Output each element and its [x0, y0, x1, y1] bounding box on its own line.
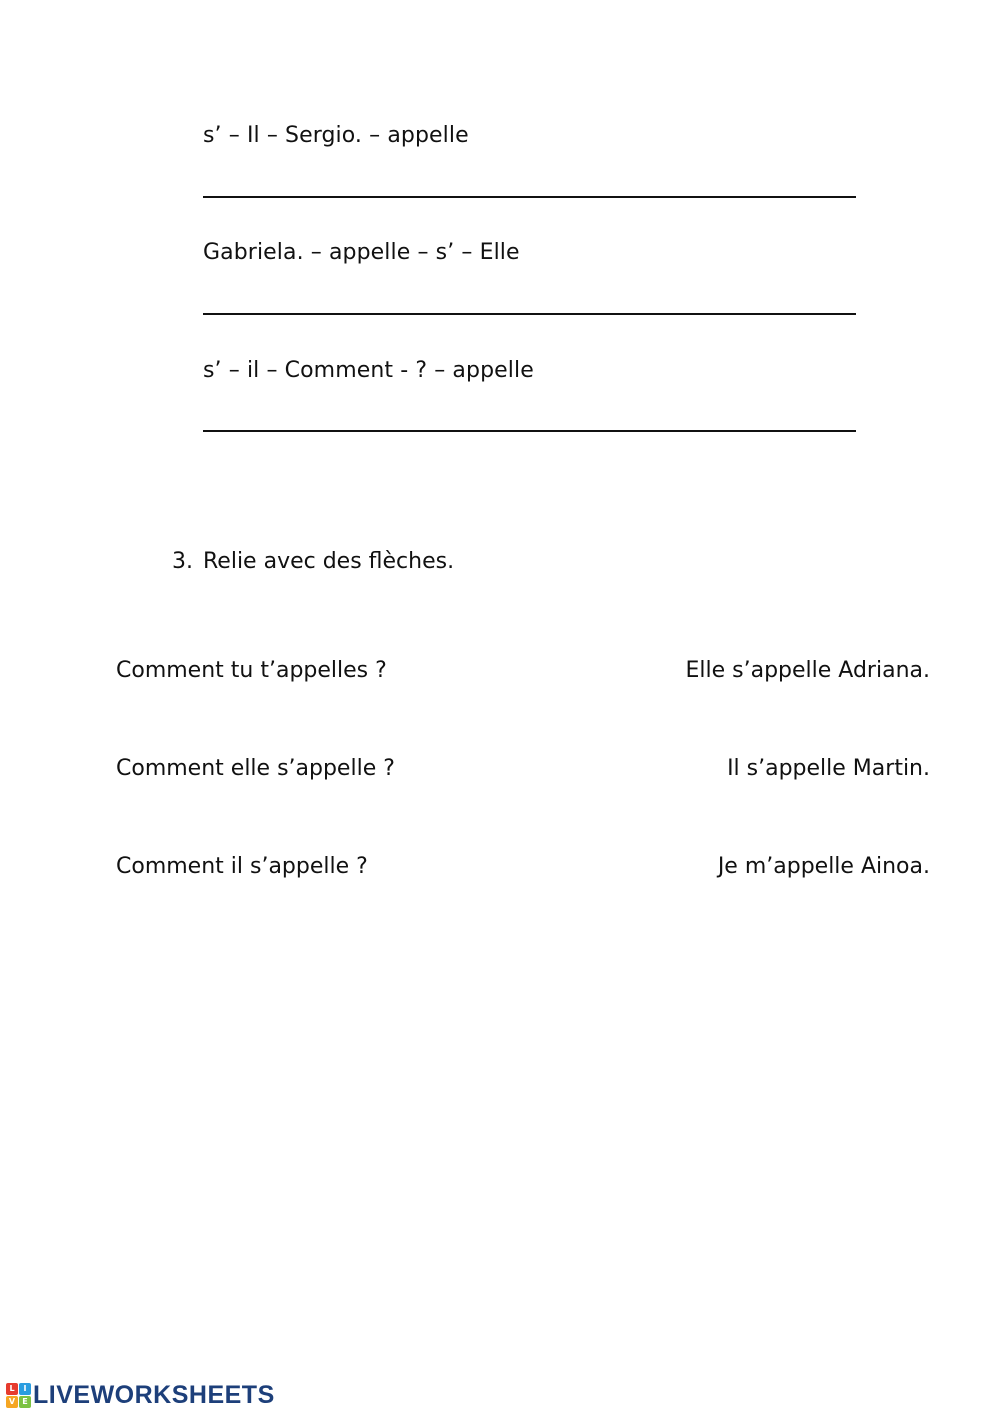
scrambled-sentence-2: Gabriela. – appelle – s’ – Elle [203, 240, 520, 265]
answer-line-1[interactable] [203, 196, 856, 198]
exercise-number: 3. [172, 549, 193, 574]
brand-name: LIVEWORKSHEETS [33, 1381, 275, 1409]
match-question-1[interactable]: Comment tu t’appelles ? [116, 658, 387, 683]
answer-line-3[interactable] [203, 430, 856, 432]
match-answer-2[interactable]: Il s’appelle Martin. [727, 756, 930, 781]
match-question-2[interactable]: Comment elle s’appelle ? [116, 756, 395, 781]
logo-square: V [6, 1396, 18, 1408]
logo-square: L [6, 1383, 18, 1395]
match-answer-3[interactable]: Je m’appelle Ainoa. [717, 854, 930, 879]
scrambled-sentence-1: s’ – Il – Sergio. – appelle [203, 123, 469, 148]
scrambled-sentence-3: s’ – il – Comment - ? – appelle [203, 358, 534, 383]
instruction-text: Relie avec des flèches. [203, 549, 455, 574]
logo-squares-icon [6, 1383, 31, 1408]
match-question-3[interactable]: Comment il s’appelle ? [116, 854, 368, 879]
answer-line-2[interactable] [203, 313, 856, 315]
match-answer-1[interactable]: Elle s’appelle Adriana. [685, 658, 930, 683]
liveworksheets-logo[interactable] [6, 1381, 275, 1409]
exercise-3-instruction [172, 548, 454, 576]
logo-square: I [19, 1383, 31, 1395]
logo-square: E [19, 1396, 31, 1408]
